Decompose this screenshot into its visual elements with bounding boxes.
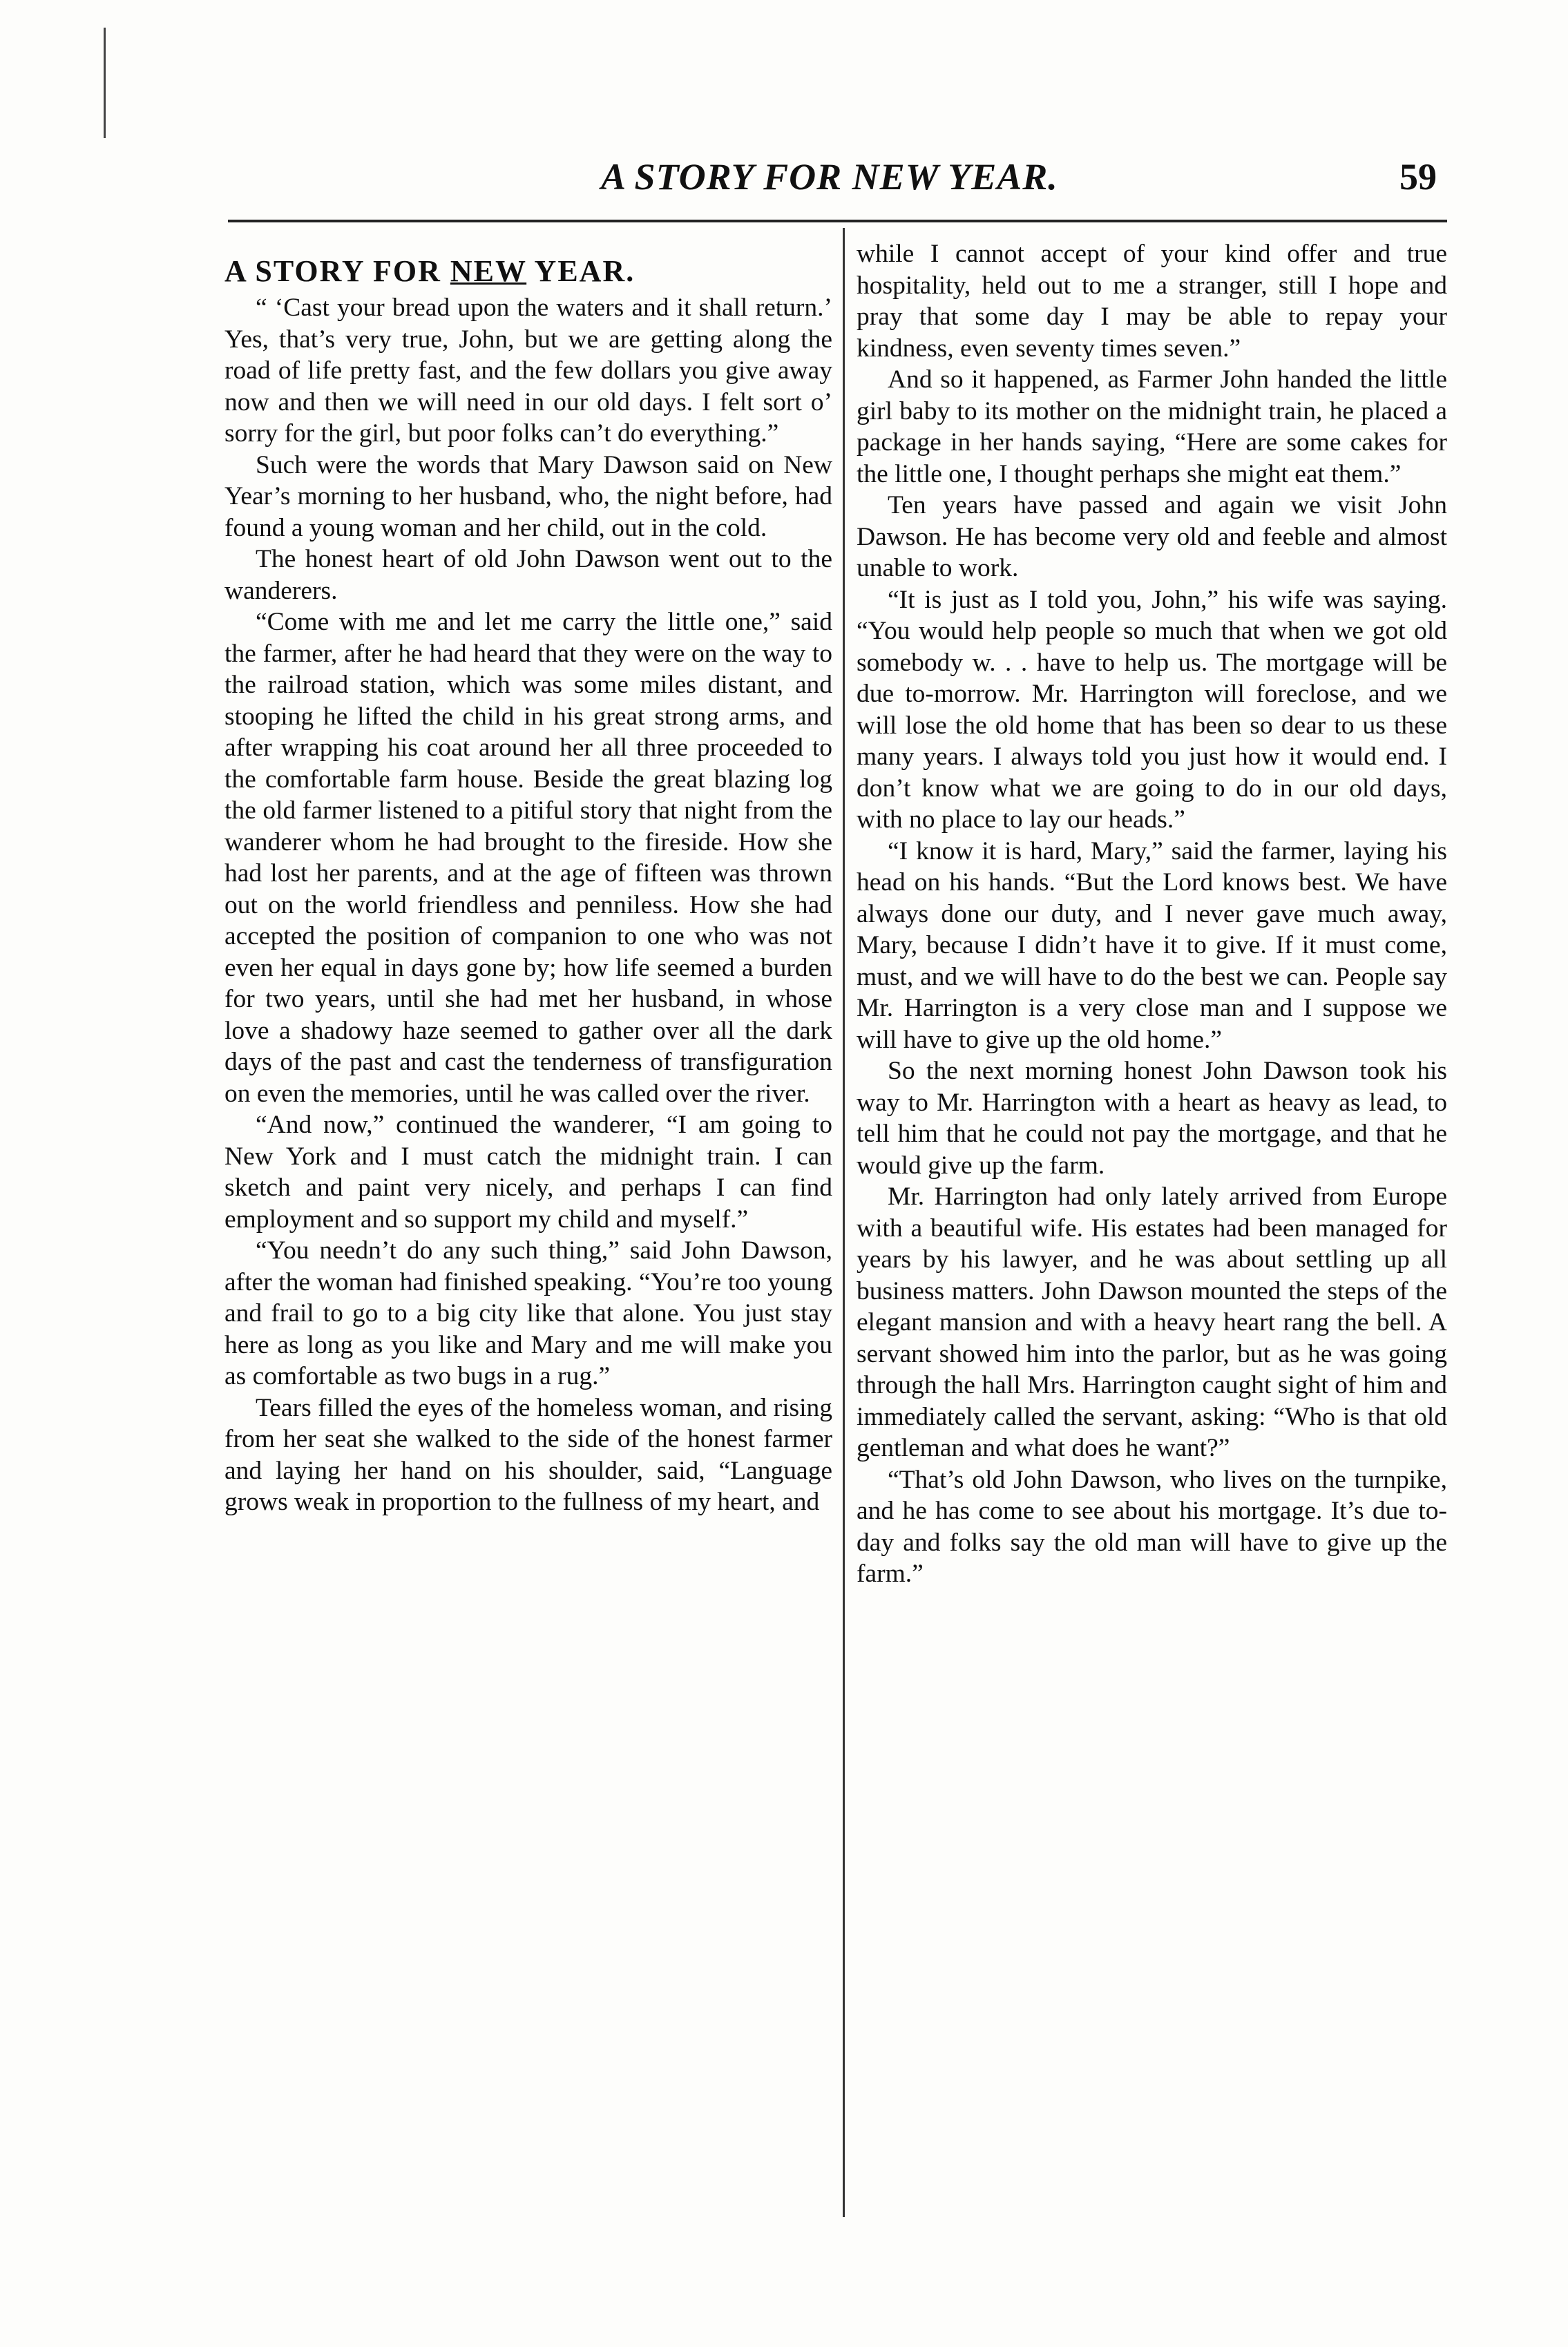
paragraph: Such were the words that Mary Dawson said on New Year’s morning to her husband, who, the night before, had found a young woman and her child, out in the cold. <box>224 450 832 542</box>
page-number: 59 <box>1399 156 1437 198</box>
running-title: A STORY FOR NEW YEAR. <box>601 156 1058 198</box>
header-rule <box>228 220 1447 222</box>
paragraph: “You needn’t do any such thing,” said John Dawson, after the woman had finished speaking. “You’re too young and frail to go to a big city like that alone. You just stay here as long as you like and Mary and me will make you as comfortable as two bugs in a rug.” <box>224 1236 832 1390</box>
paragraph: Ten years have passed and again we visit John Dawson. He has become very old and feeble and almost unable to work. <box>857 491 1447 582</box>
right-column <box>857 238 1447 1590</box>
paragraph: Tears filled the eyes of the homeless woman, and rising from her seat she walked to the side of the honest farmer and laying her hand on his shoulder, said, “Language grows weak in proportion to the fullness of my heart, and <box>224 1393 832 1516</box>
paragraph: And so it happened, as Farmer John handed the little girl baby to its mother on the midnight train, he placed a package in her hands saying, “Here are some cakes for the little one, I thought perhaps she might eat them.” <box>857 365 1447 488</box>
article-title <box>224 253 832 289</box>
article-title-prefix: A STORY FOR <box>224 254 450 288</box>
paragraph: Mr. Harrington had only lately arrived from Europe with a beautiful wife. His estates had been managed for years by his lawyer, and he was about settling up all business matters. John Dawson mounted the steps of the elegant mansion and with a heavy heart rang the bell. A servant showed him into the parlor, but as he was going through the hall Mrs. Harrington caught sight of him and immediately called the servant, asking: “Who is that old gentleman and what does he want?” <box>857 1182 1447 1462</box>
paragraph: So the next morning honest John Dawson took his way to Mr. Harrington with a heart as heavy as lead, to tell him that he could not pay the mortgage, and that he would give up the farm. <box>857 1057 1447 1180</box>
left-column <box>224 238 832 1518</box>
paragraph: “ ‘Cast your bread upon the waters and it shall return.’ Yes, that’s very true, John, but we are getting along the road of life pretty fast, and the few dollars you give away now and then we will need in our old days. I felt sort o’ sorry for the girl, but poor folks can’t do everything.” <box>224 294 832 448</box>
paragraph: while I cannot accept of your kind offer and true hospitality, held out to me a stranger, still I hope and pray that some day I may be able to repay your kindness, even seventy times seven.” <box>857 240 1447 363</box>
article-title-underlined: NEW <box>450 254 527 288</box>
margin-mark <box>104 28 106 138</box>
paragraph: The honest heart of old John Dawson went out to the wanderers. <box>224 545 832 605</box>
paragraph: “And now,” continued the wanderer, “I am going to New York and I must catch the midnight train. I can sketch and paint very nicely, and perhaps I can find employment and so support my child and myself.” <box>224 1111 832 1234</box>
paragraph: “It is just as I told you, John,” his wife was saying. “You would help people so much that when we got old somebody w. . . have to help us. The mortgage will be due to-morrow. Mr. Harrington will foreclose, and we will lose the old home that has been so dear to us these many years. I always told you just how it would end. I don’t know what we are going to do in our old days, with no place to lay our heads.” <box>857 585 1447 834</box>
paragraph: “That’s old John Dawson, who lives on the turnpike, and he has come to see about his mortgage. It’s due to-day and folks say the old man will have to give up the farm.” <box>857 1465 1447 1588</box>
column-rule <box>843 228 845 2217</box>
article-title-suffix: YEAR. <box>526 254 635 288</box>
running-head <box>228 155 1437 204</box>
paragraph: “I know it is hard, Mary,” said the farmer, laying his head on his hands. “But the Lord knows best. We have always done our duty, and I never gave much away, Mary, because I didn’t have it to give. If it must come, must, and we will have to do the best we can. People say Mr. Harrington is a very close man and I suppose we will have to give up the old home.” <box>857 836 1447 1054</box>
paragraph: “Come with me and let me carry the little one,” said the farmer, after he had heard that they were on the way to the railroad station, which was some miles distant, and stooping he lifted the child in his great strong arms, and after wrapping his coat around her all three proceeded to the comfortable farm house. Beside the great blazing log the old farmer listened to a pitiful story that night from the wanderer whom he had brought to the fireside. How she had lost her parents, and at the age of fifteen was thrown out on the world friendless and penniless. How she had accepted the position of companion to one who was not even her equal in days gone by; how life seemed a burden for two years, until she had met her husband, in whose love a shadowy haze seemed to gather over all the dark days of the past and cast the tenderness of transfiguration on even the memories, until he was called over the river. <box>224 608 832 1108</box>
